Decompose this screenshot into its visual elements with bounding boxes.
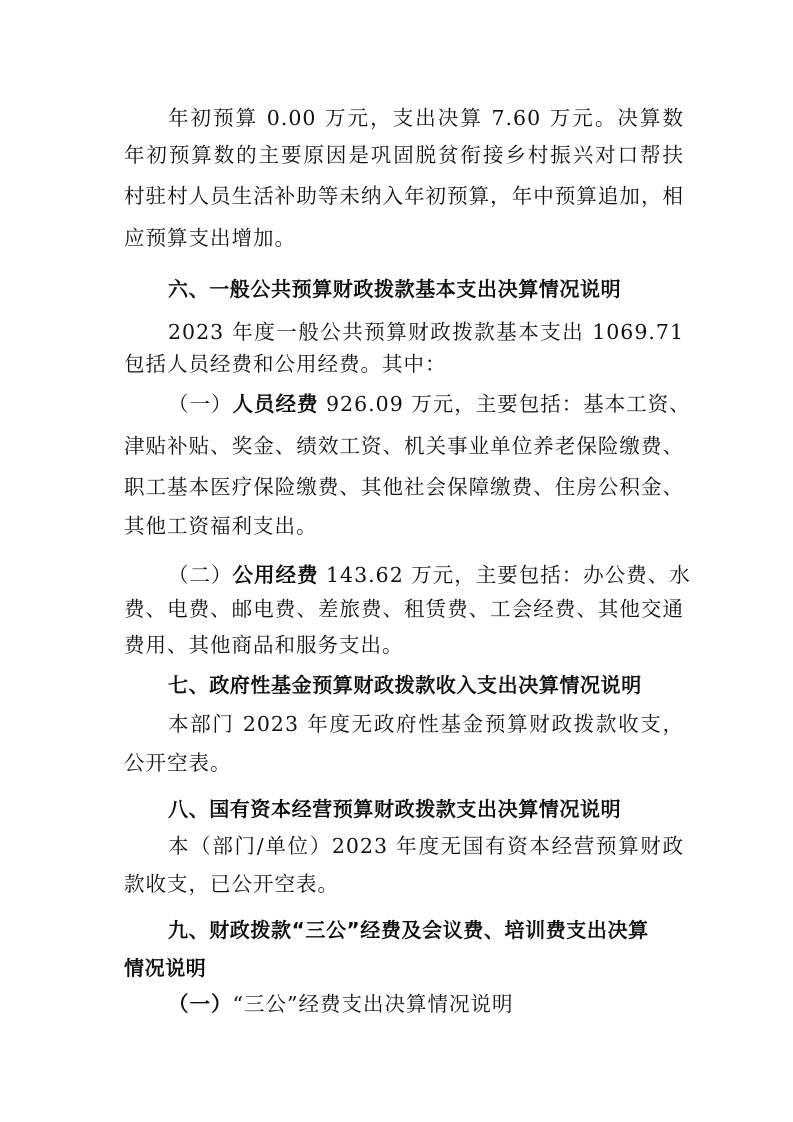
paragraph-line: 村驻村人员生活补助等未纳入年初预算，年中预算追加，相 [124, 184, 684, 208]
paragraph-line: 年初预算 0.00 万元，支出决算 7.60 万元。决算数 [168, 106, 684, 130]
paragraph-line: 应预算支出增加。 [124, 226, 296, 250]
paragraph-line: 费、电费、邮电费、差旅费、租赁费、工会经费、其他交通 [124, 597, 684, 621]
paragraph-line [168, 561, 691, 589]
paragraph-line: 费用、其他商品和服务支出。 [124, 633, 404, 657]
paragraph-line: 包括人员经费和公用经费。其中： [124, 352, 447, 376]
subsection-heading [168, 990, 728, 1018]
section-heading-6: 六、一般公共预算财政拨款基本支出决算情况说明 [168, 277, 622, 301]
bold-term: 人员经费 [232, 392, 319, 416]
paragraph-line: 2023 年度一般公共预算财政拨款基本支出 1069.71 [168, 320, 684, 344]
paragraph-line: 本部门 2023 年度无政府性基金预算财政拨款收支， [168, 712, 684, 736]
paragraph-line: 津贴补贴、奖金、绩效工资、机关事业单位养老保险缴费、 [124, 434, 684, 458]
section-heading-9: 九、财政拨款“三公”经费及会议费、培训费支出决算 [168, 918, 649, 942]
item-text: 926.09 万元，主要包括：基本工资、 [318, 392, 691, 416]
paragraph-line [168, 390, 691, 418]
section-heading-7: 七、政府性基金预算财政拨款收入支出决算情况说明 [168, 673, 642, 697]
section-heading-9-cont: 情况说明 [124, 956, 207, 980]
paragraph-line: 本（部门/单位）2023 年度无国有资本经营预算财政 [168, 834, 684, 858]
item-prefix: （一） [168, 392, 233, 416]
paragraph-line: 年初预算数的主要原因是巩固脱贫衔接乡村振兴对口帮扶 [124, 143, 684, 167]
paragraph-line: 其他工资福利支出。 [124, 514, 318, 538]
item-prefix: （一） [168, 992, 233, 1016]
paragraph-line: 公开空表。 [124, 751, 232, 775]
bold-term: 公用经费 [232, 563, 319, 587]
paragraph-line: 款收支，已公开空表。 [124, 872, 339, 896]
paragraph-line: 职工基本医疗保险缴费、其他社会保障缴费、住房公积金、 [124, 475, 684, 499]
item-prefix: （二） [168, 563, 233, 587]
subsection-text: “三公”经费支出决算情况说明 [232, 992, 514, 1016]
item-text: 143.62 万元，主要包括：办公费、水 [318, 563, 691, 587]
section-heading-8: 八、国有资本经营预算财政拨款支出决算情况说明 [168, 797, 622, 821]
